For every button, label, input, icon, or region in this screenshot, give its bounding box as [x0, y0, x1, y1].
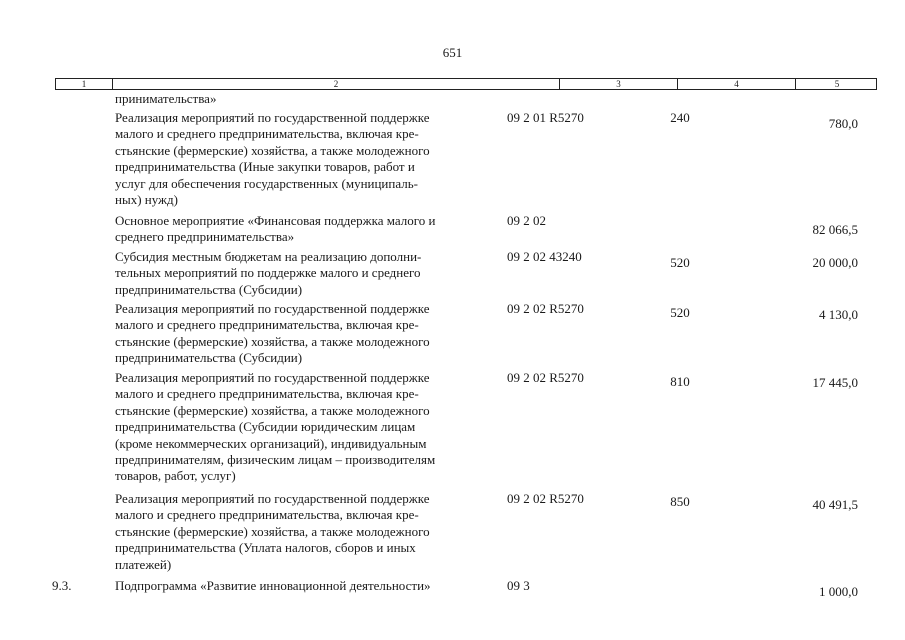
column-header-2: 2	[113, 79, 560, 89]
row-expense-type: 240	[670, 110, 690, 125]
row-number: 9.3.	[52, 578, 72, 593]
row-amount: 82 066,5	[812, 222, 858, 237]
column-header-5: 5	[834, 79, 840, 89]
column-header-1: 1	[56, 79, 113, 89]
row-expense-type: 520	[670, 255, 690, 270]
row-amount: 20 000,0	[812, 255, 858, 270]
row-description: Подпрограмма «Развитие инновационной деятельности»	[115, 578, 431, 593]
row-description: Основное мероприятие «Финансовая поддержка малого и среднего предпринимательства»	[115, 213, 436, 245]
row-amount: 4 130,0	[819, 307, 858, 322]
column-header-3: 3	[560, 79, 678, 89]
row-description: Реализация мероприятий по государственной поддержке малого и среднего предпринимательства, включая кре- стьянские (фермерские) хозяйства, а также молодежного предпринимательства (Субсидии юридическим лицам (кроме некоммерческих организаций), индивидуальным предпринимателям, физическим лицам – производителям товаров, работ, услуг)	[115, 370, 436, 484]
row-expense-type: 850	[670, 494, 690, 509]
row-code: 09 2 02 R5270	[507, 491, 584, 506]
row-code: 09 2 02 R5270	[507, 301, 584, 316]
row-description: Субсидия местным бюджетам на реализацию дополни- тельных мероприятий по поддержке малого и среднего предпринимательства (Субсидии)	[115, 249, 422, 297]
row-expense-type: 810	[670, 374, 690, 389]
row-code: 09 2 02 R5270	[507, 370, 584, 385]
row-amount: 1 000,0	[819, 584, 858, 599]
table-header	[55, 78, 877, 90]
row-description: принимательства»	[115, 91, 217, 106]
row-code: 09 2 01 R5270	[507, 110, 584, 125]
row-code: 09 3	[507, 578, 530, 593]
row-expense-type: 520	[670, 305, 690, 320]
page-number: 651	[442, 45, 463, 60]
column-header-4: 4	[678, 79, 796, 89]
row-description: Реализация мероприятий по государственной поддержке малого и среднего предпринимательства, включая кре- стьянские (фермерские) хозяйства, а также молодежного предпринимательства (Уплата налогов, сборов и иных платежей)	[115, 491, 430, 572]
row-code: 09 2 02	[507, 213, 546, 228]
row-description: Реализация мероприятий по государственной поддержке малого и среднего предпринимательства, включая кре- стьянские (фермерские) хозяйства, а также молодежного предпринимательства (Иные закупки товаров, работ и услуг для обеспечения государственных (муниципаль- ных) нужд)	[115, 110, 430, 208]
row-amount: 780,0	[828, 116, 858, 131]
row-amount: 40 491,5	[812, 497, 858, 512]
row-code: 09 2 02 43240	[507, 249, 582, 264]
row-description: Реализация мероприятий по государственной поддержке малого и среднего предпринимательства, включая кре- стьянские (фермерские) хозяйства, а также молодежного предпринимательства (Субсидии)	[115, 301, 430, 366]
row-amount: 17 445,0	[812, 375, 858, 390]
